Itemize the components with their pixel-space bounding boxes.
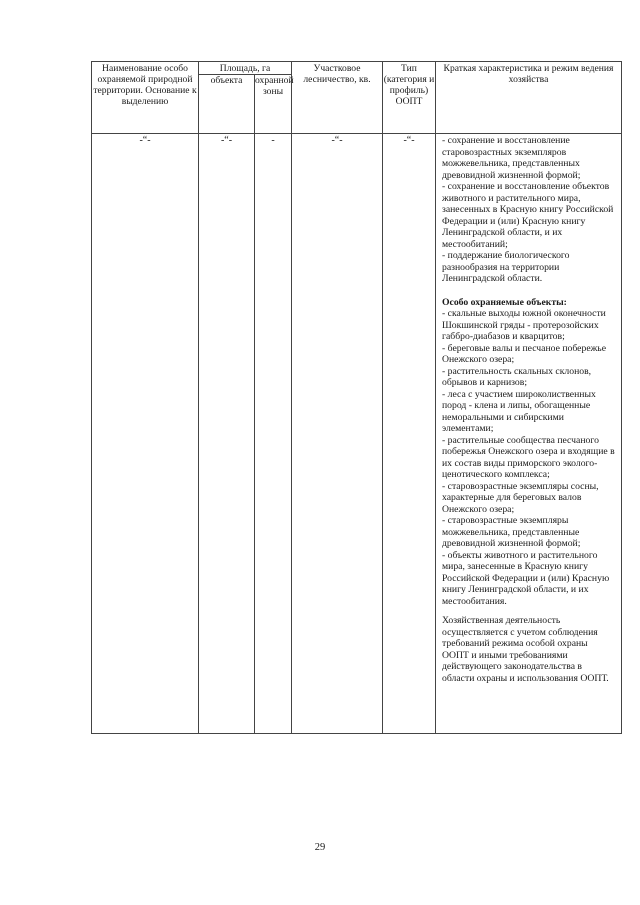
header-area-object: объекта (199, 75, 255, 134)
header-name: Наименование особо охраняемой природной территории. Основание к выделению (92, 62, 199, 134)
closing-paragraph: Хозяйственная деятельность осуществляется с учетом соблюдения требований режима особой охраны ООПТ и иными требованиями действующего законодательства в области охраны и использования ООПТ. (442, 615, 609, 684)
cell-name: -“- (92, 134, 199, 734)
cell-area-object: -“- (199, 134, 255, 734)
intro-item: - сохранение и восстановление старовозрастных экземпляров можжевельника, представленных древовидной жизненной формой; (442, 135, 581, 181)
object-item: - леса с участием широколиственных пород - клена и липы, обогащенные неморальными и сибирскими элементами; (442, 388, 596, 434)
cell-area-zone: - (255, 134, 292, 734)
object-item: - береговые валы и песчаное побережье Онежского озера; (442, 342, 607, 365)
header-area-zone: охранной зоны (255, 75, 292, 134)
cell-description (436, 134, 622, 734)
header-forestry: Участковое лесничество, кв. (292, 62, 383, 134)
intro-item: - поддержание биологического разнообразия на территории Ленинградской области. (442, 250, 570, 284)
header-area: Площадь, га (199, 62, 292, 75)
header-characteristic: Краткая характеристика и режим ведения хозяйства (436, 62, 622, 134)
object-item: - объекты животного и растительного мира, занесенные в Красную книгу Российской Федерации и (или) Красную книгу Ленинградской области, и их местообитания. (442, 549, 610, 607)
cell-type: -“- (383, 134, 436, 734)
protected-areas-table (91, 61, 622, 734)
object-item: - растительность скальных склонов, обрывов и карнизов; (442, 365, 592, 388)
cell-forestry: -“- (292, 134, 383, 734)
page-number: 29 (314, 842, 326, 853)
object-item: - скальные выходы южной оконечности Шокшинской гряды - протерозойских габбро-диабазов и кварцитов; (442, 308, 606, 342)
intro-item: - сохранение и восстановление объектов животного и растительного мира, занесенных в Красную книгу Российской Федерации и (или) Красную книгу Ленинградской области, и их местообитаний; (442, 181, 614, 250)
object-item: - старовозрастные экземпляры можжевельника, представленные древовидной жизненной формой; (442, 515, 581, 549)
object-item: - старовозрастные экземпляры сосны, характерные для береговых валов Онежского озера; (442, 480, 599, 515)
header-type: Тип (категория и профиль) ООПТ (383, 62, 436, 134)
objects-heading: Особо охраняемые объекты: (442, 296, 567, 308)
object-item: - растительные сообщества песчаного побережья Онежского озера и входящие в их состав виды приморского эколого-ценотического комплекса; (442, 434, 615, 480)
